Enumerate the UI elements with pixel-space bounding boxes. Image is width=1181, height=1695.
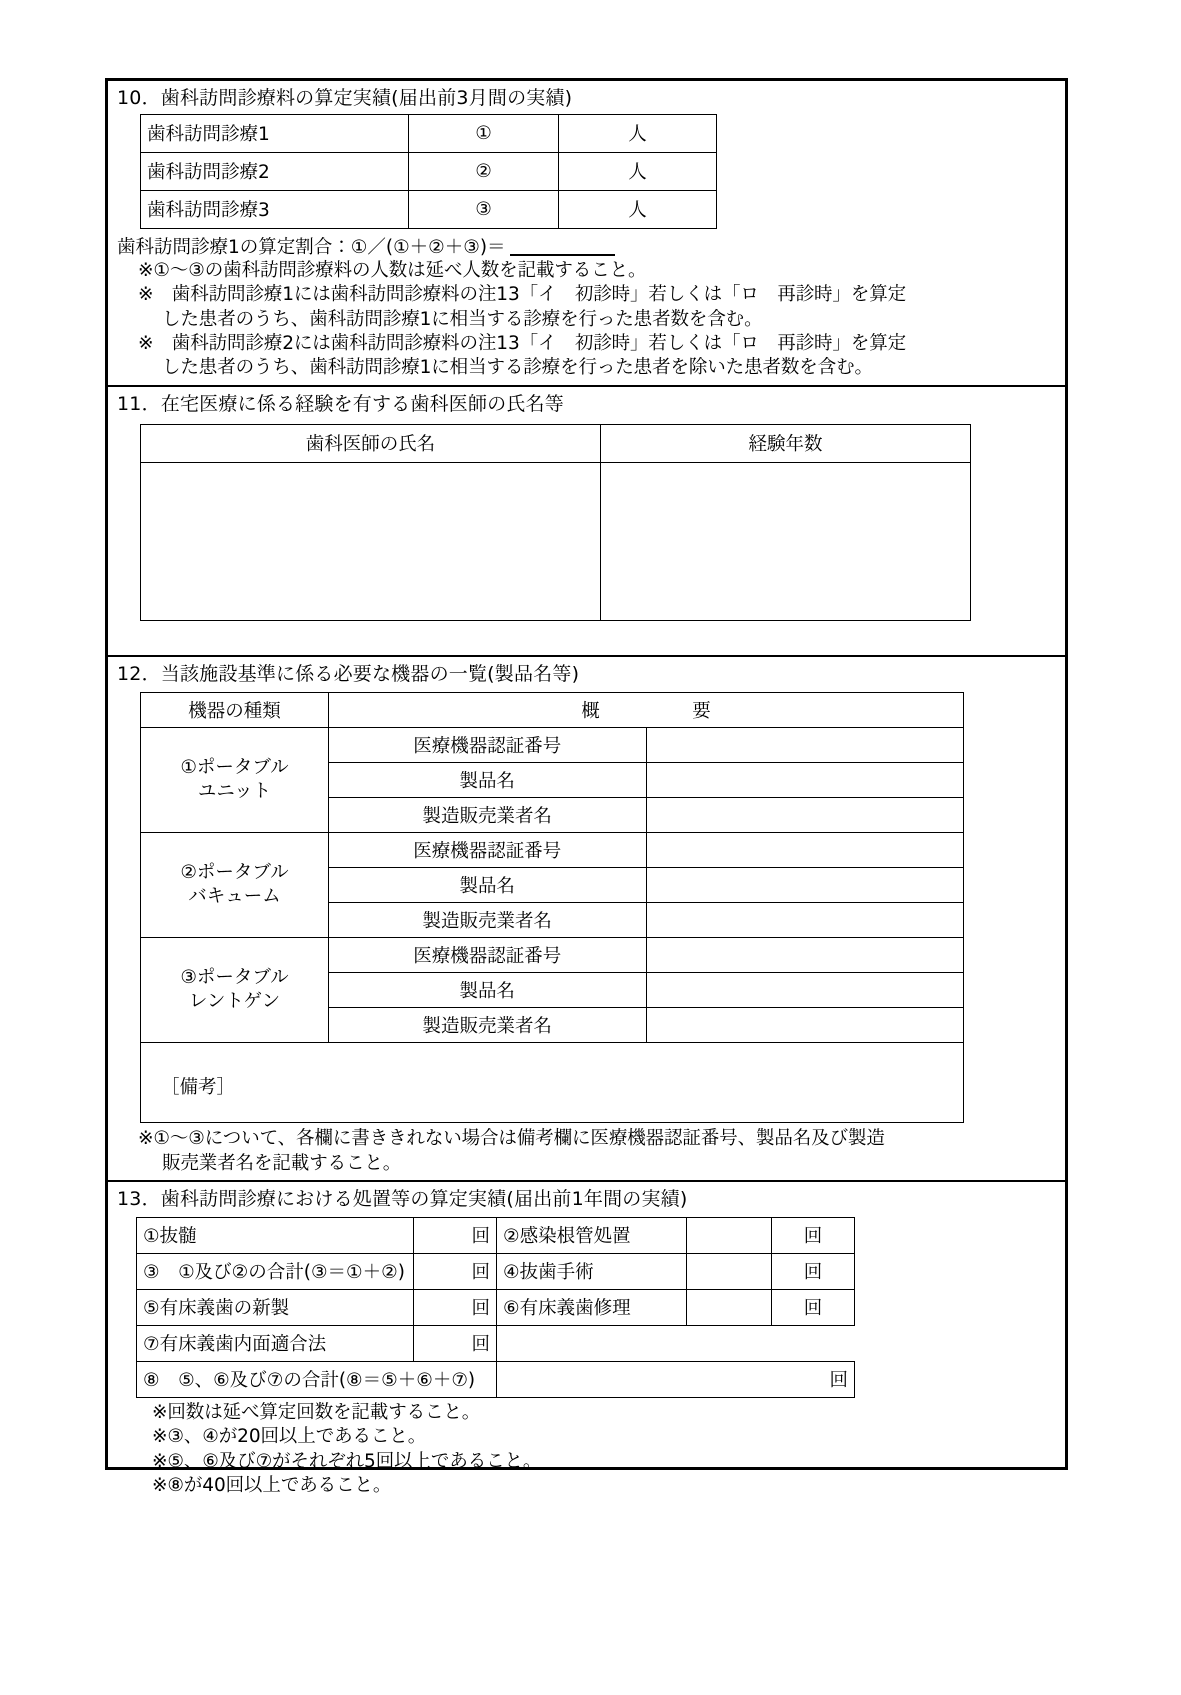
equipment-field-label: 製品名 [329, 763, 647, 798]
equipment-field-input[interactable] [646, 903, 964, 938]
dentist-name-input[interactable] [141, 462, 601, 620]
section-13-note-3: ※⑤、⑥及び⑦がそれぞれ5回以上であること。 [152, 1450, 542, 1472]
section-13-note-2: ※③、④が20回以上であること。 [152, 1426, 427, 1448]
procedure-count-input[interactable] [687, 1253, 772, 1289]
ratio-input-blank[interactable] [510, 237, 615, 256]
procedure-unit: 回 [471, 1298, 490, 1320]
section-10-note-3: ※ 歯科訪問診療2には歯科訪問診療料の注13「イ 初診時」若しくは「ロ 再診時」を算定 [138, 332, 907, 354]
procedure-label: ④抜歯手術 [497, 1253, 687, 1289]
section-10 [108, 81, 1065, 387]
equipment-kind-1-line2: ユニット [197, 781, 272, 803]
procedure-unit: 回 [772, 1217, 855, 1253]
table-header-row [141, 424, 971, 462]
equipment-kind-2 [141, 833, 329, 938]
procedure-label: ⑤有床義歯の新製 [137, 1289, 414, 1325]
procedure-count-input[interactable] [414, 1325, 497, 1361]
section-13-table [136, 1217, 855, 1398]
procedure-count-input[interactable] [414, 1217, 497, 1253]
procedure-unit: 回 [772, 1253, 855, 1289]
procedure-count-input[interactable] [414, 1253, 497, 1289]
table-row [137, 1325, 855, 1361]
procedure-unit: 回 [471, 1262, 490, 1284]
table-row [141, 462, 971, 620]
remarks-cell[interactable] [141, 1043, 964, 1123]
equipment-kind-1-line1: ①ポータブル [180, 757, 289, 779]
ratio-formula-row [108, 229, 1065, 259]
equipment-field-input[interactable] [646, 833, 964, 868]
total-procedure-unit: 回 [829, 1370, 848, 1392]
equipment-field-input[interactable] [646, 728, 964, 763]
visit-unit[interactable]: 人 [559, 114, 717, 152]
section-10-note-2-cont: した患者のうち、歯科訪問診療1に相当する診療を行った患者数を含む。 [162, 308, 763, 330]
dentist-name-header: 歯科医師の氏名 [141, 424, 601, 462]
section-10-title: 10．歯科訪問診療料の算定実績(届出前3月間の実績) [117, 87, 573, 109]
section-11 [108, 387, 1065, 657]
equipment-field-label: 医療機器認証番号 [329, 728, 647, 763]
equipment-kind-3-line1: ③ポータブル [180, 967, 289, 989]
equipment-field-label: 製造販売業者名 [329, 903, 647, 938]
table-row [141, 152, 717, 190]
equipment-field-label: 製造販売業者名 [329, 798, 647, 833]
equipment-overview-header: 概 要 [329, 693, 964, 728]
procedure-label: ⑦有床義歯内面適合法 [137, 1325, 414, 1361]
table-row [141, 938, 964, 973]
equipment-kind-3 [141, 938, 329, 1043]
equipment-kind-2-line2: バキューム [188, 886, 281, 908]
ratio-formula-label: 歯科訪問診療1の算定割合：①／(①＋②＋③)＝ [117, 236, 506, 258]
section-13-title: 13．歯科訪問診療における処置等の算定実績(届出前1年間の実績) [117, 1188, 688, 1211]
procedure-count-input[interactable] [687, 1217, 772, 1253]
procedure-unit: 回 [471, 1334, 490, 1356]
procedure-label: ②感染根管処置 [497, 1217, 687, 1253]
table-row [137, 1361, 855, 1397]
equipment-field-input[interactable] [646, 1008, 964, 1043]
table-row [141, 833, 964, 868]
section-11-title: 11．在宅医療に係る経験を有する歯科医師の氏名等 [117, 392, 564, 415]
procedure-count-input[interactable] [414, 1289, 497, 1325]
procedure-count-input[interactable] [687, 1289, 772, 1325]
total-procedure-label: ⑧ ⑤、⑥及び⑦の合計(⑧＝⑤＋⑥＋⑦) [137, 1361, 497, 1397]
section-12 [108, 657, 1065, 1183]
procedure-label: ⑥有床義歯修理 [497, 1289, 687, 1325]
form-outer-frame [105, 78, 1068, 1497]
table-row [137, 1289, 855, 1325]
procedure-unit: 回 [471, 1226, 490, 1248]
visit-type-label: 歯科訪問診療3 [141, 190, 409, 228]
remarks-label: ［備考］ [161, 1076, 236, 1098]
section-10-note-3-cont: した患者のうち、歯科訪問診療1に相当する診療を行った患者を除いた患者数を含む。 [162, 357, 873, 379]
equipment-field-label: 製造販売業者名 [329, 1008, 647, 1043]
visit-unit[interactable]: 人 [559, 152, 717, 190]
visit-unit[interactable]: 人 [559, 190, 717, 228]
visit-marker: ② [409, 152, 559, 190]
equipment-field-label: 医療機器認証番号 [329, 833, 647, 868]
section-13-note-1: ※回数は延べ算定回数を記載すること。 [152, 1401, 481, 1423]
visit-type-label: 歯科訪問診療2 [141, 152, 409, 190]
procedure-label: ①抜髄 [137, 1217, 414, 1253]
equipment-field-input[interactable] [646, 763, 964, 798]
table-row [137, 1253, 855, 1289]
table-header-row [141, 693, 964, 728]
equipment-field-input[interactable] [646, 868, 964, 903]
equipment-field-input[interactable] [646, 798, 964, 833]
section-12-note-1-cont: 販売業者名を記載すること。 [162, 1152, 402, 1174]
equipment-field-input[interactable] [646, 938, 964, 973]
equipment-kind-3-line2: レントゲン [188, 991, 281, 1013]
experience-years-input[interactable] [601, 462, 971, 620]
experience-years-header: 経験年数 [601, 424, 971, 462]
equipment-kind-2-line1: ②ポータブル [180, 862, 289, 884]
equipment-field-input[interactable] [646, 973, 964, 1008]
visit-marker: ③ [409, 190, 559, 228]
procedure-unit: 回 [772, 1289, 855, 1325]
equipment-field-label: 製品名 [329, 868, 647, 903]
table-row [141, 728, 964, 763]
table-row [141, 190, 717, 228]
equipment-kind-header: 機器の種類 [141, 693, 329, 728]
equipment-field-label: 医療機器認証番号 [329, 938, 647, 973]
section-10-note-2: ※ 歯科訪問診療1には歯科訪問診療料の注13「イ 初診時」若しくは「ロ 再診時」を算定 [138, 284, 907, 306]
visit-type-label: 歯科訪問診療1 [141, 114, 409, 152]
procedure-label: ③ ①及び②の合計(③＝①＋②) [137, 1253, 414, 1289]
equipment-kind-1 [141, 728, 329, 833]
section-10-table [140, 114, 717, 229]
section-12-table [140, 692, 964, 1123]
equipment-field-label: 製品名 [329, 973, 647, 1008]
section-13 [108, 1182, 1065, 1502]
empty-cell [497, 1325, 855, 1361]
visit-marker: ① [409, 114, 559, 152]
section-12-title: 12．当該施設基準に係る必要な機器の一覧(製品名等) [117, 662, 580, 685]
section-10-note-1: ※①～③の歯科訪問診療料の人数は延べ人数を記載すること。 [138, 259, 647, 281]
section-11-table [140, 424, 971, 621]
total-procedure-input[interactable] [497, 1361, 855, 1397]
table-row [141, 114, 717, 152]
section-13-note-4: ※⑧が40回以上であること。 [152, 1475, 392, 1497]
table-row [137, 1217, 855, 1253]
table-row [141, 1043, 964, 1123]
section-12-note-1: ※①～③について、各欄に書ききれない場合は備考欄に医療機器認証番号、製品名及び製造 [138, 1128, 885, 1150]
